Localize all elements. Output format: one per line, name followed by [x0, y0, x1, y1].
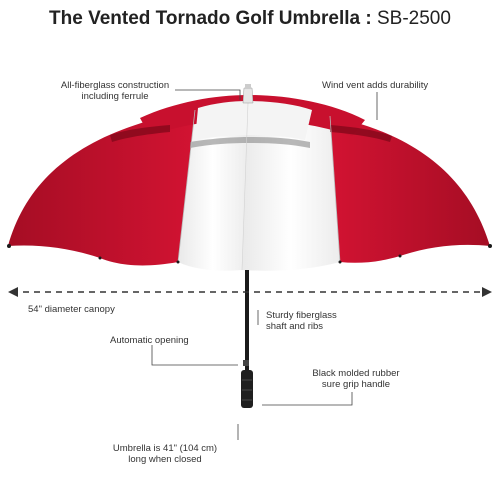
label-line: Black molded rubber [312, 368, 400, 379]
label-line: sure grip handle [321, 379, 391, 390]
label-line: shaft and ribs [266, 321, 324, 332]
ferrule-cap [245, 84, 251, 89]
label-line: All-fiberglass construction [60, 80, 170, 91]
canopy-panel-right-red [330, 116, 490, 263]
rib-tip-center [177, 261, 180, 264]
product-name: The Vented Tornado Golf Umbrella : [49, 8, 372, 29]
rib-tip-left [7, 244, 11, 248]
label-automatic-opening [110, 335, 189, 346]
canopy-panel-left-red [8, 110, 195, 265]
leader-automatic-opening [152, 345, 238, 365]
rib-tip-center-right [339, 261, 342, 264]
label-line: Wind vent adds durability [322, 80, 429, 91]
rib-tip-right [488, 244, 492, 248]
rib-tip-right-mid [399, 255, 402, 258]
rib-tip-center-left [99, 257, 102, 260]
label-diameter [28, 304, 115, 315]
open-button [243, 360, 249, 366]
label-closed-length [100, 443, 230, 465]
label-shaft-ribs [266, 310, 337, 332]
leader-handle [262, 392, 352, 405]
product-code: SB-2500 [377, 8, 451, 29]
label-line: Automatic opening [110, 335, 189, 346]
vent-white-section [195, 101, 312, 140]
umbrella-shaft [245, 270, 249, 370]
label-line: Umbrella is 41" (104 cm) [112, 443, 218, 454]
label-line: long when closed [128, 454, 202, 465]
arrow-right-icon [482, 287, 492, 297]
label-line: including ferrule [81, 91, 149, 102]
ferrule [243, 88, 253, 103]
grip-handle [241, 370, 253, 408]
label-line: 54" diameter canopy [28, 304, 115, 315]
label-wind-vent [322, 80, 428, 91]
label-handle [296, 368, 416, 390]
label-fiberglass-construction [50, 80, 180, 102]
arrow-left-icon [8, 287, 18, 297]
label-line: Sturdy fiberglass [266, 310, 337, 321]
